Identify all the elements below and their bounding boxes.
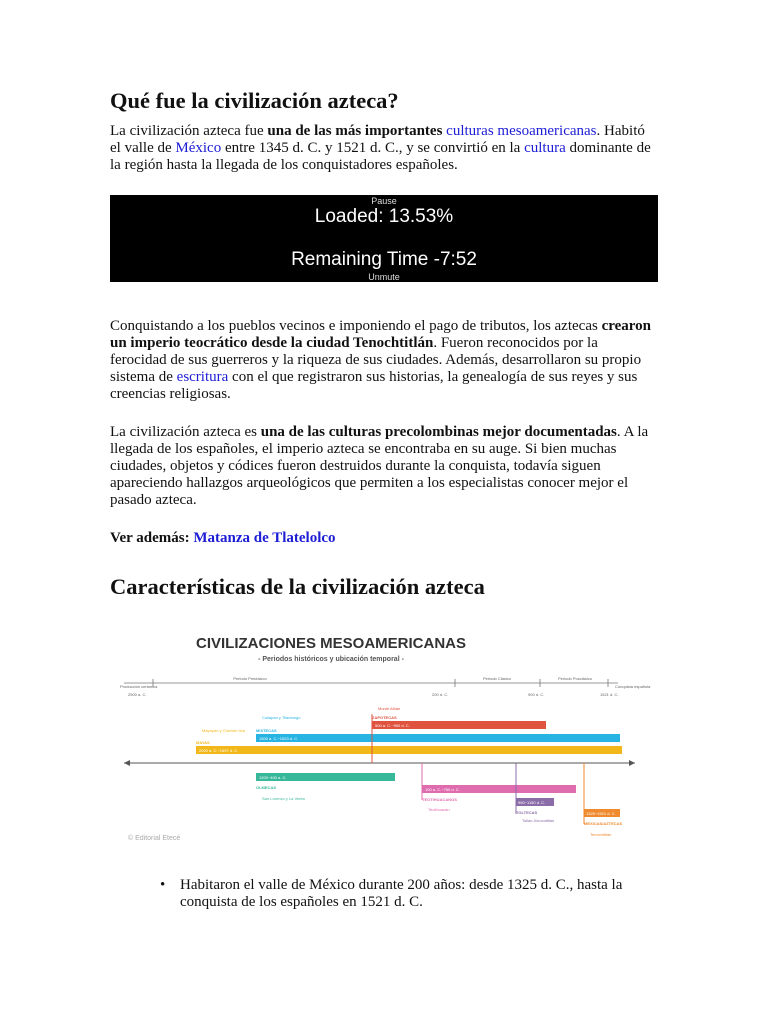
text: . A la llegada de los españoles, el imperio azteca se encontraba en su auge. Si bien muchas ciudades, objetos y códices fueron destruidos durante la conquista, todavía siguen apareciendo hallazgos arqueológicos que permiten a los especialistas conocer mejor el pasado azteca. [110, 424, 649, 508]
bar-label: 100 a. C.~750 d. C. [425, 787, 460, 792]
characteristics-list [110, 877, 658, 911]
period-label: Periodo Posclásico [557, 676, 593, 681]
start-year: 2500 a. C. [128, 692, 147, 697]
text: La civilización azteca fue [110, 123, 268, 139]
bar-mayas [196, 746, 622, 754]
civ-name: OLMECAS [256, 785, 276, 790]
text: dominante de la región hasta la llegada de los conquistadores españoles. [110, 140, 651, 173]
see-also [110, 530, 658, 547]
timeline-subtitle: - Periodos históricos y ubicación temporal - [258, 656, 404, 663]
period-label: Periodo Clásico [482, 676, 512, 681]
video-player[interactable] [110, 195, 658, 282]
remaining-time: Remaining Time -7:52 [291, 249, 477, 270]
see-also-label: Ver además: [110, 530, 194, 546]
bar-label: 2000 a. C.~1697 d. C. [199, 748, 239, 753]
link-culturas-mesoamericanas[interactable]: culturas mesoamericanas [446, 123, 597, 139]
period-label: Periodo Preclásico [233, 676, 267, 681]
civ-place: San Lorenzo y La Venta [262, 796, 305, 801]
timeline-infographic [120, 628, 651, 846]
civ-name: MAYAS [196, 740, 210, 745]
link-mexico[interactable]: México [175, 140, 222, 156]
bar-mixtecas [256, 734, 620, 742]
list-item [160, 877, 658, 911]
section-heading-caracteristicas: Características de la civilización azteca [110, 574, 485, 599]
axis-arrow-right [629, 760, 635, 766]
section-heading-que-fue: Qué fue la civilización azteca? [110, 88, 399, 113]
civ-name: TOLTECAS [516, 810, 538, 815]
list-item-text: Habitaron el valle de México durante 200 años: desde 1325 d. C., hasta la conquista de los españoles en 1521 d. C. [180, 877, 623, 910]
bar-label: 1200~400 a. C. [259, 775, 287, 780]
paragraph-documentadas [110, 424, 658, 509]
civ-name: MEXICAS/AZTECAS [584, 821, 623, 826]
text: La civilización azteca es [110, 424, 261, 440]
milestone-label: 200 d. C. [432, 692, 449, 697]
text: . Fueron reconocidos por la ferocidad de sus guerreros y la riqueza de sus ciudades. Además, desarrollaron su propio sistema de [110, 335, 642, 385]
text: entre 1345 d. C. y 1521 d. C., y se convirtió en la [221, 140, 525, 156]
civ-name: TEOTIHUACANOS [422, 797, 457, 802]
end-label: Conquista española [615, 684, 651, 689]
bar-label: 500 a. C.~900 d. C. [375, 723, 410, 728]
civ-place: Cuilapan y Tilantongo [262, 715, 301, 720]
bold-text: una de las más importantes [267, 123, 443, 139]
image-credit: © Editorial Etecé [128, 835, 181, 842]
timeline-title: CIVILIZACIONES MESOAMERICANAS [195, 635, 467, 652]
paragraph-conquista [110, 318, 658, 403]
bar-label: 1325~1521 d. C. [586, 811, 616, 816]
civ-name: ZAPOTECAS [372, 715, 397, 720]
milestone-label: 1521 d. C. [600, 692, 619, 697]
link-matanza-tlatelolco[interactable]: Matanza de Tlatelolco [193, 530, 336, 546]
loaded-status: Loaded: 13.53% [314, 206, 454, 227]
bold-text: crearon un imperio teocrático desde la ciudad Tenochtitlán [110, 318, 652, 351]
milestone-label: 900 d. C. [528, 692, 545, 697]
bar-label: 950~1150 d. C. [518, 800, 546, 805]
civ-name: MIXTECAS [256, 728, 277, 733]
civ-place: Monte Albán [378, 706, 401, 711]
bold-text: una de las culturas precolombinas mejor documentadas [260, 424, 617, 440]
text: con el que registraron sus historias, la genealogía de sus reyes y sus creencias religiosas. [110, 369, 638, 402]
bullet-icon: • [160, 877, 166, 893]
civ-place: Tollan-Xicocotitlan [522, 818, 555, 823]
link-escritura[interactable]: escritura [176, 369, 229, 385]
civ-place: Mayapán y Chichén Itzá [202, 728, 245, 733]
civ-place: Tenochtitlan [590, 832, 612, 837]
text: Conquistando a los pueblos vecinos e imponiendo el pago de tributos, los aztecas [110, 318, 602, 334]
pause-button[interactable]: Pause [371, 196, 397, 206]
start-label: Producción cerámica [120, 684, 158, 689]
link-cultura[interactable]: cultura [524, 140, 566, 156]
axis-arrow-left [124, 760, 130, 766]
bar-label: 1500 a. C.~1523 d. C. [259, 736, 299, 741]
unmute-button[interactable]: Unmute [368, 272, 400, 282]
intro-paragraph [110, 123, 658, 174]
civ-place: Teotihuacán [428, 807, 450, 812]
text: . Habitó el valle de [110, 123, 645, 156]
